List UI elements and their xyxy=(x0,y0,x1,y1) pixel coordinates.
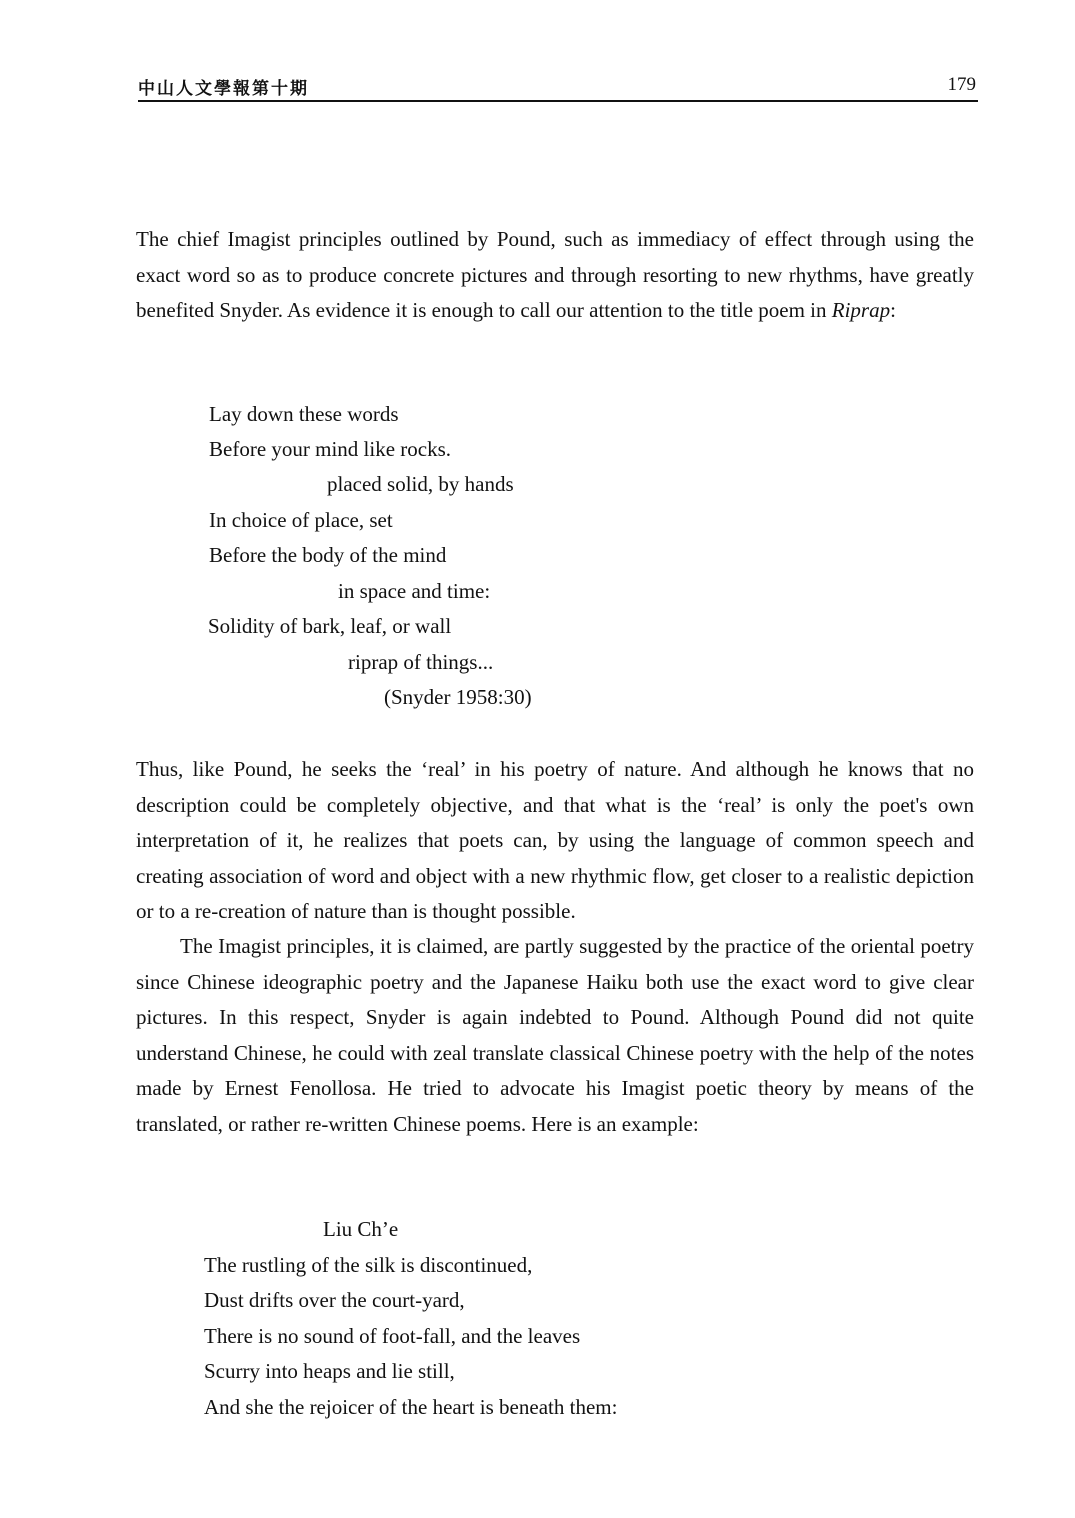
poem-line: Lay down these words xyxy=(209,402,399,426)
poem-line: And she the rejoicer of the heart is beneath them: xyxy=(204,1395,618,1419)
poem-line: In choice of place, set xyxy=(209,508,393,532)
journal-title: 中山人文學報第十期 xyxy=(138,79,309,99)
paragraph-text-end: : xyxy=(890,298,896,323)
poem-line: Solidity of bark, leaf, or wall xyxy=(208,614,452,638)
poem-line: Before the body of the mind xyxy=(209,543,447,567)
poem-line: Before your mind like rocks. xyxy=(209,437,452,461)
poem-line: The rustling of the silk is discontinued, xyxy=(204,1253,533,1277)
poem-line: in space and time: xyxy=(338,579,491,603)
poem-citation: (Snyder 1958:30) xyxy=(384,685,532,709)
paragraph-imagist-principles xyxy=(136,222,974,329)
paragraph-text: The Imagist principles, it is claimed, are partly suggested by the practice of the oriental poetry since Chinese ideographic poetry and the Japanese Haiku both use the exact word to give clear pictures. In this respect, Snyder is again indebted to Pound. Although Pound did not quite understand Chinese, he could with zeal translate classical Chinese poetry with the help of the notes made by Ernest Fenollosa. He tried to advocate his Imagist poetic theory by means of the translated, or rather re-written Chinese poems. Here is an example: xyxy=(136,934,974,1136)
poem-line: placed solid, by hands xyxy=(327,472,514,496)
paragraph-seeks-real: Thus, like Pound, he seeks the ‘real’ in his poetry of nature. And although he knows that no description could be completely objective, and that what is the ‘real’ is only the poet's own interpretation of it, he realizes that poets can, by using the language of common speech and creating association of word and object with a new rhythmic flow, get closer to a realistic depiction or to a re-creation of nature than is thought possible. xyxy=(136,757,974,924)
paragraph-text: The chief Imagist principles outlined by Pound, such as immediacy of effect through using the exact word so as to produce concrete pictures and through resorting to new rhythms, have greatly benefited Snyder. As evidence it is enough to call our attention to the title poem in xyxy=(136,227,974,323)
page-number: 179 xyxy=(947,74,976,95)
poem-line: Scurry into heaps and lie still, xyxy=(204,1359,455,1383)
running-header xyxy=(138,72,978,102)
book-title-italic: Riprap xyxy=(831,298,891,323)
poem-line: riprap of things... xyxy=(348,650,494,674)
poem-line: There is no sound of foot-fall, and the leaves xyxy=(204,1324,581,1348)
poem-title: Liu Ch’e xyxy=(323,1217,399,1241)
poem-line: Dust drifts over the court-yard, xyxy=(204,1288,465,1312)
paragraph-oriental-poetry xyxy=(136,929,974,1143)
